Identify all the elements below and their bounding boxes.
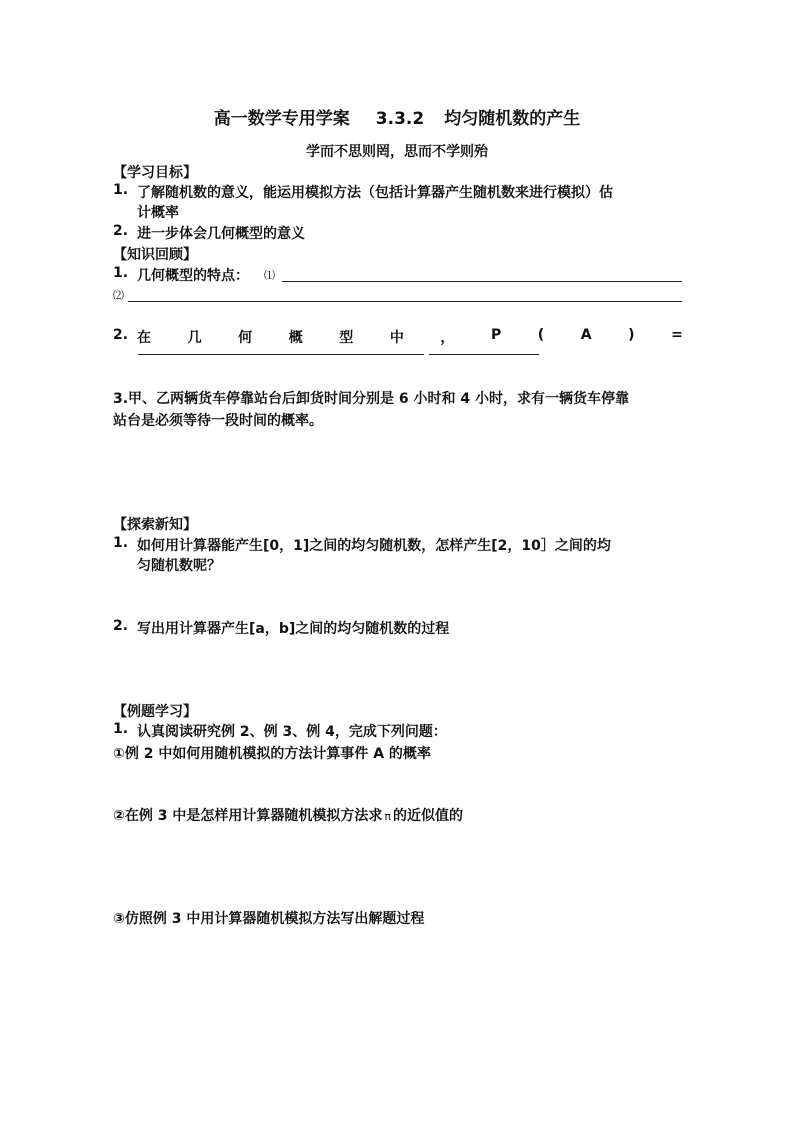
q2-char: 在 [137, 330, 151, 346]
motto: 学而不思则罔，思而不学则殆 [306, 144, 488, 160]
answer-blank-2[interactable] [128, 301, 682, 302]
blank-1-marker: ⑴ [264, 269, 275, 282]
answer-blank-numerator[interactable] [138, 354, 424, 355]
q2-char: ， [440, 330, 455, 346]
answer-blank-1[interactable] [282, 281, 682, 282]
explore-q1-line1: 如何用计算器能产生[0，1]之间的均匀随机数，怎样产生[2，10］之间的均 [137, 538, 611, 554]
review-q1 [0, 265, 794, 285]
pi-symbol: π [384, 810, 391, 823]
examples-sub-2-end: 的近似值的 [392, 808, 463, 824]
review-q3-line2: 站台是必须等待一段时间的概率。 [113, 413, 323, 429]
q2-char: ) [628, 327, 635, 343]
explore-q1-line2: 匀随机数呢？ [137, 558, 221, 574]
goal-1-number: 1. [113, 182, 129, 198]
goal-1-line2: 计概率 [137, 205, 179, 221]
review-heading: 【知识回顾】 [113, 247, 197, 263]
q2-char: 几 [187, 330, 202, 346]
review-q1-text: 几何概型的特点： [137, 268, 249, 284]
review-q2-text [137, 327, 683, 347]
review-q3-line1: 3.甲、乙两辆货车停靠站台后卸货时间分别是 6 小时和 4 小时，求有一辆货车停靠 [113, 391, 630, 407]
goal-1-line1: 了解随机数的意义，能运用模拟方法（包括计算器产生随机数来进行模拟）估 [137, 185, 613, 201]
q2-char: P [490, 327, 502, 343]
explore-q1 [0, 535, 794, 575]
review-q2-number: 2. [113, 327, 129, 343]
examples-sub-1: ①例 2 中如何用随机模拟的方法计算事件 A 的概率 [113, 746, 431, 762]
title-main: 高一数学专用学案 [213, 109, 350, 129]
examples-heading: 【例题学习】 [113, 704, 197, 720]
examples-sub-2 [113, 805, 463, 825]
blank-2-marker: ⑵ [113, 289, 124, 302]
review-q1-number: 1. [113, 265, 129, 281]
goal-item-2 [0, 223, 794, 243]
q2-char: 何 [238, 330, 253, 346]
answer-blank-denominator[interactable] [429, 354, 539, 355]
examples-q1 [0, 721, 794, 741]
title-topic: 均匀随机数的产生 [444, 109, 581, 129]
q2-char: 概 [288, 330, 303, 346]
goal-2-text: 进一步体会几何概型的意义 [137, 226, 305, 242]
explore-q1-number: 1. [113, 535, 129, 551]
examples-sub-2-text: ②在例 3 中是怎样用计算器随机模拟方法求 [113, 808, 383, 824]
q2-char: = [671, 327, 683, 343]
q2-char: ( [537, 327, 545, 343]
examples-sub-3: ③仿照例 3 中用计算器随机模拟方法写出解题过程 [113, 911, 425, 927]
page-title [0, 104, 794, 129]
explore-q2-text: 写出用计算器产生[a，b]之间的均匀随机数的过程 [137, 621, 450, 637]
goal-item-1 [0, 182, 794, 222]
explore-q2 [0, 618, 794, 638]
goals-heading: 【学习目标】 [113, 165, 197, 181]
q2-char: A [580, 327, 592, 343]
q2-char: 中 [389, 330, 404, 346]
examples-q1-text: 认真阅读研究例 2、例 3、例 4，完成下列问题： [137, 724, 447, 740]
q2-char: 型 [339, 330, 354, 346]
explore-q2-number: 2. [113, 618, 129, 634]
explore-heading: 【探索新知】 [113, 517, 197, 533]
examples-q1-number: 1. [113, 721, 129, 737]
title-section: 3.3.2 [375, 109, 425, 129]
goal-2-number: 2. [113, 223, 129, 239]
